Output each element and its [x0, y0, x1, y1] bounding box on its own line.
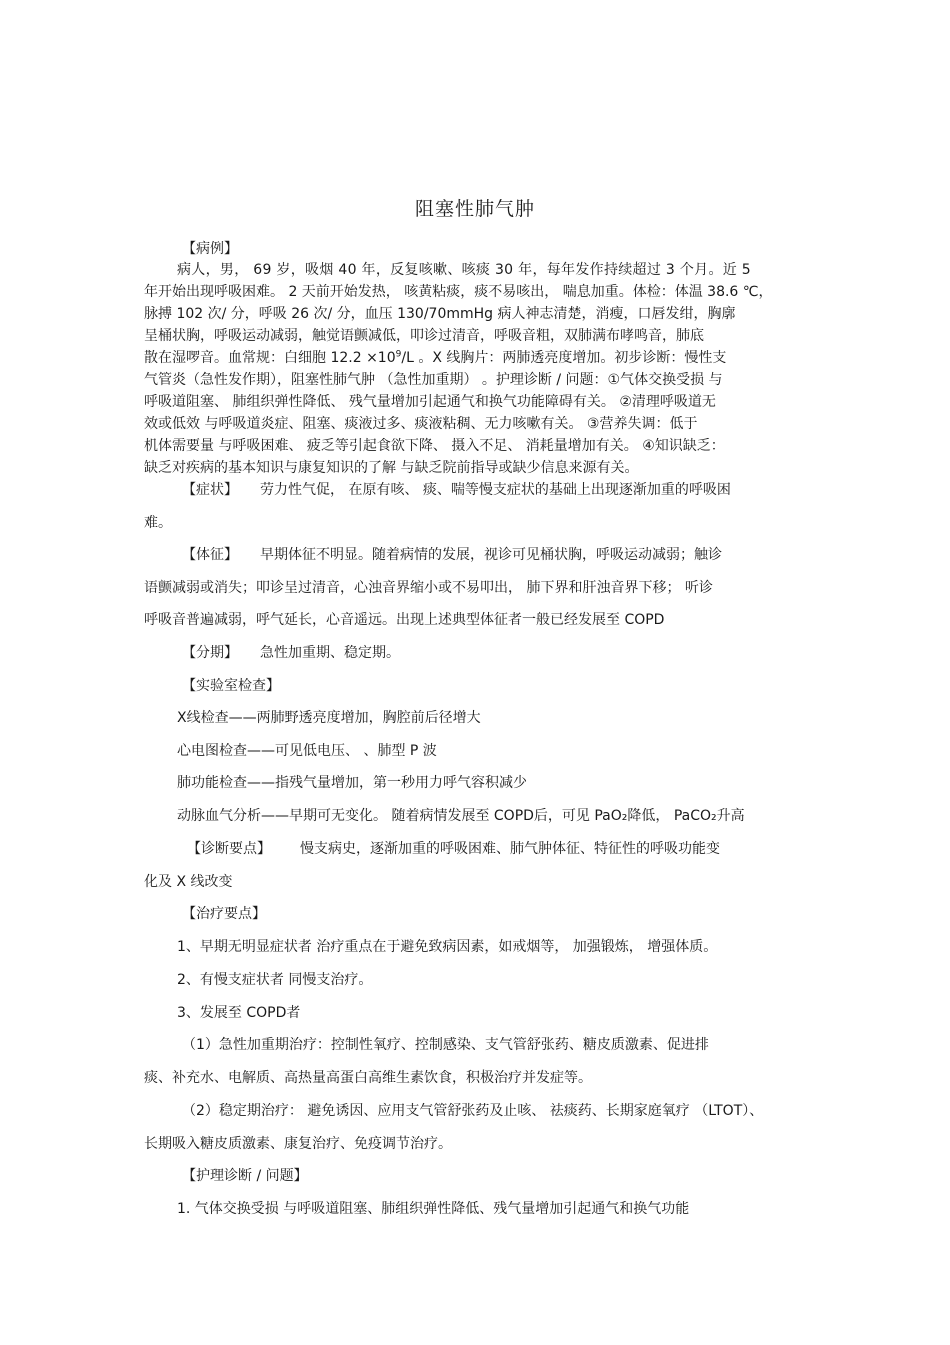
lab-item: X线检查——两肺野透亮度增加，胸腔前后径增大: [177, 710, 481, 726]
case-line: 年开始出现呼吸困难。 2 天前开始发热， 咳黄粘痰，痰不易咳出， 喘息加重。体检：体温 38.6 ℃，: [144, 284, 773, 300]
treatment-item: 3、发展至 COPD者: [177, 1005, 301, 1021]
stages-heading: 【分期】: [182, 645, 238, 661]
case-line: 脉搏 102 次/ 分，呼吸 26 次/ 分，血压 130/70mmHg 病人神志清楚，消瘦，口唇发绀，胸廓: [144, 306, 736, 322]
lab-item: 心电图检查——可见低电压、 、肺型 P 波: [177, 743, 437, 759]
case-heading: 【病例】: [182, 241, 238, 257]
signs-text: 呼吸音普遍减弱，呼气延长，心音遥远。出现上述典型体征者一般已经发展至 COPD: [144, 612, 665, 628]
symptoms-text: 劳力性气促， 在原有咳、 痰、喘等慢支症状的基础上出现逐渐加重的呼吸困: [260, 482, 731, 498]
diagnosis-heading: 【诊断要点】: [187, 841, 271, 857]
symptoms-heading: 【症状】: [182, 482, 238, 498]
case-text: /L 。X 线胸片：两肺透亮度增加。初步诊断：慢性支: [401, 350, 727, 366]
case-line: 机体需要量 与呼吸困难、 疲乏等引起食欲下降、 摄入不足、 消耗量增加有关。 ④知识缺乏：: [144, 438, 725, 454]
document-title: 阻塞性肺气肿: [414, 198, 535, 220]
stages-text: 急性加重期、稳定期。: [260, 645, 400, 661]
lab-heading: 【实验室检查】: [182, 678, 280, 694]
case-line: 呈桶状胸，呼吸运动减弱，触觉语颤减低，叩诊过清音，呼吸音粗，双肺满布哮鸣音，肺底: [144, 328, 704, 344]
lab-item: 动脉血气分析——早期可无变化。 随着病情发展至 COPD后，可见 PaO₂降低， PaCO₂升高: [177, 808, 745, 824]
treatment-heading: 【治疗要点】: [182, 906, 266, 922]
case-text: 散在湿啰音。血常规：白细胞 12.2 ×10: [144, 350, 396, 366]
treatment-subitem: 长期吸入糖皮质激素、康复治疗、免疫调节治疗。: [144, 1136, 452, 1152]
lab-item: 肺功能检查——指残气量增加，第一秒用力呼气容积减少: [177, 775, 527, 791]
case-line: 效或低效 与呼吸道炎症、阻塞、痰液过多、痰液粘稠、无力咳嗽有关。 ③营养失调：低于: [144, 416, 698, 432]
treatment-subitem: （1）急性加重期治疗：控制性氧疗、控制感染、支气管舒张药、糖皮质激素、促进排: [182, 1037, 709, 1053]
signs-text: 早期体征不明显。随着病情的发展，视诊可见桶状胸，呼吸运动减弱；触诊: [260, 547, 722, 563]
case-line: 呼吸道阻塞、 肺组织弹性降低、 残气量增加引起通气和换气功能障碍有关。 ②清理呼吸道无: [144, 394, 716, 410]
treatment-item: 1、早期无明显症状者 治疗重点在于避免致病因素，如戒烟等， 加强锻炼， 增强体质。: [177, 939, 718, 955]
diagnosis-text: 慢支病史，逐渐加重的呼吸困难、肺气肿体征、特征性的呼吸功能变: [300, 841, 720, 857]
superscript-exponent: 9: [395, 349, 402, 360]
symptoms-text: 难。: [144, 515, 172, 531]
signs-heading: 【体征】: [182, 547, 238, 563]
nursing-item: 1. 气体交换受损 与呼吸道阻塞、肺组织弹性降低、残气量增加引起通气和换气功能: [177, 1201, 690, 1217]
treatment-item: 2、有慢支症状者 同慢支治疗。: [177, 972, 373, 988]
case-line: 病人，男， 69 岁，吸烟 40 年，反复咳嗽、咳痰 30 年，每年发作持续超过 3 个月。近 5: [177, 262, 752, 278]
case-line: 气管炎（急性发作期），阻塞性肺气肿 （急性加重期） 。护理诊断 / 问题：①气体交换受损 与: [144, 372, 723, 388]
treatment-subitem: 痰、补充水、电解质、高热量高蛋白高维生素饮食，积极治疗并发症等。: [144, 1070, 592, 1086]
treatment-subitem: （2）稳定期治疗： 避免诱因、应用支气管舒张药及止咳、 祛痰药、长期家庭氧疗 （LTOT）、: [182, 1103, 764, 1119]
nursing-heading: 【护理诊断 / 问题】: [182, 1168, 308, 1184]
case-line: [144, 348, 726, 368]
signs-text: 语颤减弱或消失；叩诊呈过清音，心浊音界缩小或不易叩出， 肺下界和肝浊音界下移； 听诊: [144, 580, 713, 596]
case-line: 缺乏对疾病的基本知识与康复知识的了解 与缺乏院前指导或缺少信息来源有关。: [144, 460, 639, 476]
diagnosis-text: 化及 X 线改变: [144, 874, 233, 890]
